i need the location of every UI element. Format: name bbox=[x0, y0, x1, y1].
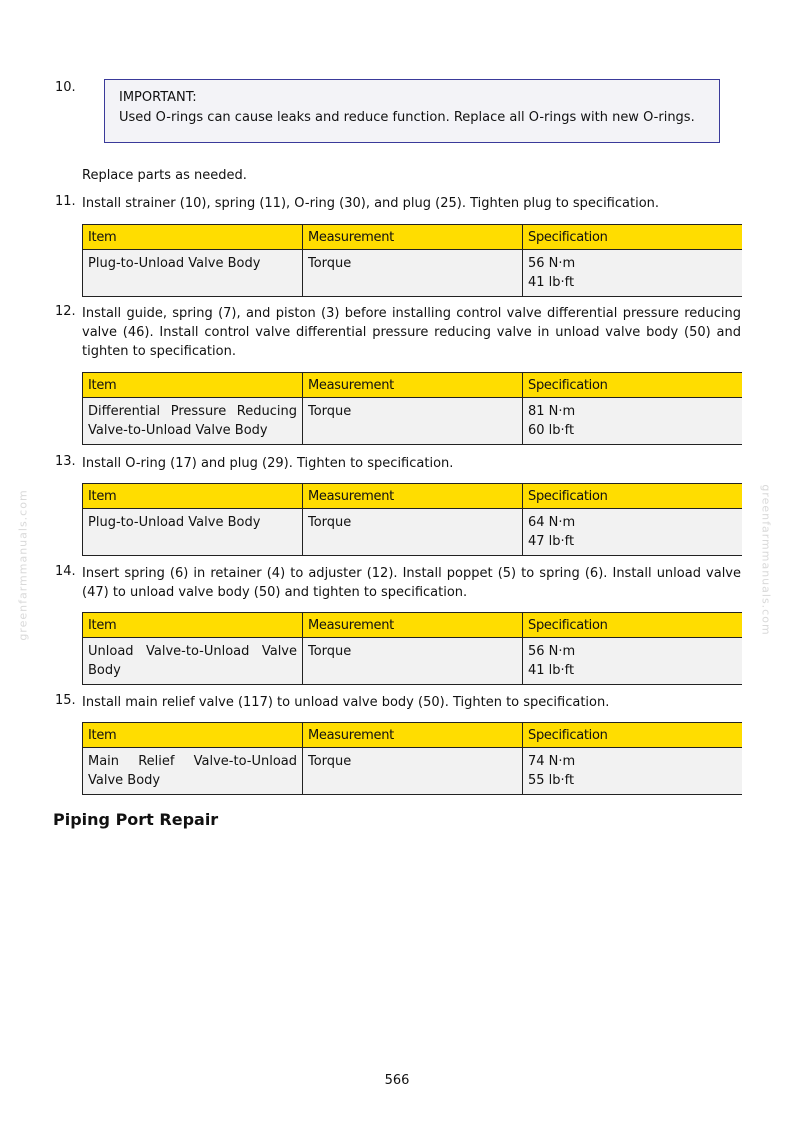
cell-item: Main Relief Valve-to-Unload Valve Body bbox=[83, 748, 303, 795]
step-number: 14. bbox=[55, 564, 76, 579]
header-item: Item bbox=[83, 373, 303, 398]
header-measurement: Measurement bbox=[303, 613, 523, 638]
header-specification: Specification bbox=[523, 225, 742, 250]
header-measurement: Measurement bbox=[303, 723, 523, 748]
cell-item: Unload Valve-to-Unload Valve Body bbox=[83, 638, 303, 685]
step-text: Install strainer (10), spring (11), O-ring (30), and plug (25). Tighten plug to specification. bbox=[82, 196, 660, 211]
step-number: 15. bbox=[55, 693, 76, 708]
cell-measurement: Torque bbox=[303, 250, 523, 297]
header-measurement: Measurement bbox=[303, 225, 523, 250]
header-item: Item bbox=[83, 225, 303, 250]
page-number: 566 bbox=[384, 1073, 410, 1088]
table-row bbox=[83, 638, 742, 685]
spec-metric: 56 N·m bbox=[528, 644, 576, 659]
step-number: 10. bbox=[55, 80, 76, 95]
header-measurement: Measurement bbox=[303, 484, 523, 509]
cell-specification bbox=[523, 250, 742, 297]
step-number: 12. bbox=[55, 304, 76, 319]
step-text: Insert spring (6) in retainer (4) to adjuster (12). Install poppet (5) to spring (6). Install unload valve (47) to unload valve body (50) and tighten to specification. bbox=[82, 566, 741, 600]
cell-specification bbox=[523, 398, 742, 445]
step-number: 11. bbox=[55, 194, 76, 209]
important-text: Used O-rings can cause leaks and reduce function. Replace all O-rings with new O-rings. bbox=[119, 110, 695, 125]
header-specification: Specification bbox=[523, 723, 742, 748]
spec-metric: 56 N·m bbox=[528, 256, 576, 271]
header-specification: Specification bbox=[523, 373, 742, 398]
cell-item: Differential Pressure Reducing Valve-to-Unload Valve Body bbox=[83, 398, 303, 445]
spec-imperial: 47 lb·ft bbox=[528, 534, 575, 549]
watermark-left: greenfarmmanuals.com bbox=[16, 489, 30, 641]
header-item: Item bbox=[83, 613, 303, 638]
spec-table bbox=[82, 224, 742, 297]
spec-metric: 64 N·m bbox=[528, 515, 576, 530]
spec-imperial: 41 lb·ft bbox=[528, 663, 575, 678]
spec-metric: 81 N·m bbox=[528, 404, 576, 419]
spec-table bbox=[82, 722, 742, 795]
cell-measurement: Torque bbox=[303, 398, 523, 445]
step-text: Install guide, spring (7), and piston (3) before installing control valve differential pressure reducing valve (46). Install control valve differential pressure reducing valve in unload valve body (50) and tighten to specification. bbox=[82, 306, 741, 359]
table-row bbox=[83, 748, 742, 795]
cell-specification bbox=[523, 509, 742, 556]
spec-imperial: 41 lb·ft bbox=[528, 275, 575, 290]
section-heading: Piping Port Repair bbox=[53, 810, 219, 829]
header-item: Item bbox=[83, 484, 303, 509]
spec-imperial: 55 lb·ft bbox=[528, 773, 575, 788]
header-specification: Specification bbox=[523, 613, 742, 638]
spec-metric: 74 N·m bbox=[528, 754, 576, 769]
important-title: IMPORTANT: bbox=[119, 90, 197, 105]
step-number: 13. bbox=[55, 454, 76, 469]
step-note: Replace parts as needed. bbox=[82, 168, 247, 183]
header-measurement: Measurement bbox=[303, 373, 523, 398]
step-text: Install main relief valve (117) to unload valve body (50). Tighten to specification. bbox=[82, 695, 610, 710]
spec-table bbox=[82, 372, 742, 445]
cell-specification bbox=[523, 638, 742, 685]
table-row bbox=[83, 250, 742, 297]
cell-measurement: Torque bbox=[303, 509, 523, 556]
important-notice bbox=[104, 79, 720, 143]
watermark-right: greenfarmmanuals.com bbox=[759, 484, 773, 636]
cell-item: Plug-to-Unload Valve Body bbox=[83, 509, 303, 556]
cell-item: Plug-to-Unload Valve Body bbox=[83, 250, 303, 297]
header-specification: Specification bbox=[523, 484, 742, 509]
spec-table bbox=[82, 612, 742, 685]
table-row bbox=[83, 509, 742, 556]
spec-imperial: 60 lb·ft bbox=[528, 423, 575, 438]
header-item: Item bbox=[83, 723, 303, 748]
cell-specification bbox=[523, 748, 742, 795]
step-text: Install O-ring (17) and plug (29). Tighten to specification. bbox=[82, 456, 454, 471]
spec-table bbox=[82, 483, 742, 556]
table-row bbox=[83, 398, 742, 445]
cell-measurement: Torque bbox=[303, 638, 523, 685]
cell-measurement: Torque bbox=[303, 748, 523, 795]
